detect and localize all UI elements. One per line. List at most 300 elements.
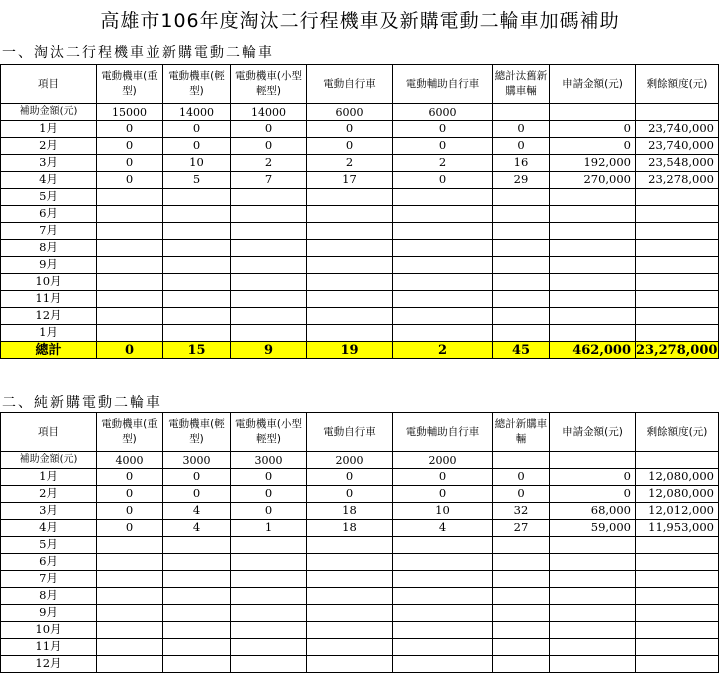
month-cell[interactable]: 10月 (1, 274, 97, 291)
data-cell[interactable] (550, 639, 636, 656)
data-cell[interactable] (393, 622, 493, 639)
data-cell[interactable] (163, 639, 231, 656)
data-cell[interactable]: 0 (231, 486, 307, 503)
month-cell[interactable]: 5月 (1, 189, 97, 206)
data-cell[interactable] (393, 274, 493, 291)
data-cell[interactable]: 59,000 (550, 520, 636, 537)
data-cell[interactable] (231, 257, 307, 274)
column-header[interactable] (493, 65, 550, 104)
column-header[interactable] (163, 413, 231, 452)
data-cell[interactable]: 23,740,000 (636, 121, 719, 138)
data-cell[interactable] (636, 656, 719, 673)
data-cell[interactable] (163, 656, 231, 673)
data-cell[interactable] (636, 325, 719, 342)
data-cell[interactable]: 0 (393, 172, 493, 189)
data-cell[interactable] (493, 274, 550, 291)
empty-cell[interactable] (550, 104, 636, 121)
subsidy-amount-cell[interactable]: 3000 (231, 452, 307, 469)
data-cell[interactable] (550, 291, 636, 308)
data-cell[interactable]: 29 (493, 172, 550, 189)
data-cell[interactable]: 2 (307, 155, 393, 172)
data-cell[interactable]: 0 (231, 503, 307, 520)
subsidy-amount-cell[interactable]: 14000 (163, 104, 231, 121)
month-cell[interactable]: 12月 (1, 308, 97, 325)
data-cell[interactable]: 0 (97, 469, 163, 486)
column-header-label: 電動自行車 (323, 77, 376, 90)
data-cell[interactable] (97, 605, 163, 622)
total-label-cell[interactable]: 總計 (1, 342, 97, 359)
data-cell[interactable] (493, 189, 550, 206)
data-cell[interactable] (493, 554, 550, 571)
total-cell[interactable]: 45 (493, 342, 550, 359)
data-cell[interactable] (493, 656, 550, 673)
column-header[interactable] (393, 65, 493, 104)
column-header[interactable] (550, 65, 636, 104)
month-cell[interactable]: 8月 (1, 240, 97, 257)
month-cell[interactable]: 4月 (1, 172, 97, 189)
subsidy-amount-cell[interactable]: 14000 (231, 104, 307, 121)
data-cell[interactable]: 0 (307, 121, 393, 138)
total-cell[interactable]: 15 (163, 342, 231, 359)
data-cell[interactable] (163, 257, 231, 274)
data-cell[interactable] (231, 588, 307, 605)
data-cell[interactable]: 0 (493, 469, 550, 486)
data-cell[interactable]: 0 (550, 138, 636, 155)
data-cell[interactable] (636, 639, 719, 656)
month-cell[interactable]: 5月 (1, 537, 97, 554)
table-row (1, 656, 719, 673)
data-cell[interactable]: 10 (163, 155, 231, 172)
column-header[interactable] (307, 65, 393, 104)
data-cell[interactable] (97, 554, 163, 571)
data-cell[interactable]: 0 (393, 486, 493, 503)
data-cell[interactable] (393, 656, 493, 673)
data-cell[interactable] (231, 554, 307, 571)
column-header-label: 剩餘額度(元) (646, 425, 708, 438)
empty-cell[interactable] (636, 452, 719, 469)
data-cell[interactable]: 0 (393, 121, 493, 138)
data-cell[interactable] (231, 537, 307, 554)
month-cell[interactable]: 9月 (1, 605, 97, 622)
data-cell[interactable] (163, 274, 231, 291)
data-cell[interactable] (307, 656, 393, 673)
column-header[interactable] (231, 65, 307, 104)
column-header[interactable] (1, 413, 97, 452)
data-cell[interactable]: 1 (231, 520, 307, 537)
column-header[interactable] (1, 65, 97, 104)
column-header[interactable] (550, 413, 636, 452)
data-cell[interactable] (636, 240, 719, 257)
data-cell[interactable] (97, 588, 163, 605)
data-cell[interactable]: 0 (163, 486, 231, 503)
empty-cell[interactable] (493, 104, 550, 121)
table-row (1, 622, 719, 639)
data-cell[interactable]: 0 (307, 486, 393, 503)
data-cell[interactable]: 0 (393, 138, 493, 155)
data-cell[interactable] (307, 588, 393, 605)
column-header[interactable] (163, 65, 231, 104)
data-cell[interactable] (636, 554, 719, 571)
header-row (1, 413, 719, 452)
data-cell[interactable] (231, 622, 307, 639)
data-cell[interactable] (163, 554, 231, 571)
data-cell[interactable] (550, 537, 636, 554)
data-cell[interactable] (163, 571, 231, 588)
data-cell[interactable] (97, 571, 163, 588)
data-cell[interactable] (97, 537, 163, 554)
data-cell[interactable] (636, 189, 719, 206)
total-cell[interactable]: 2 (393, 342, 493, 359)
month-cell[interactable]: 10月 (1, 622, 97, 639)
data-cell[interactable]: 0 (307, 469, 393, 486)
table-row (1, 138, 719, 155)
data-cell[interactable] (307, 257, 393, 274)
data-cell[interactable] (493, 240, 550, 257)
data-cell[interactable]: 2 (393, 155, 493, 172)
data-cell[interactable]: 0 (231, 469, 307, 486)
table-row (1, 308, 719, 325)
data-cell[interactable] (393, 308, 493, 325)
data-cell[interactable] (393, 605, 493, 622)
data-cell[interactable] (307, 605, 393, 622)
data-cell[interactable]: 23,740,000 (636, 138, 719, 155)
month-cell[interactable]: 6月 (1, 554, 97, 571)
data-cell[interactable]: 16 (493, 155, 550, 172)
month-cell[interactable]: 11月 (1, 639, 97, 656)
data-cell[interactable] (636, 622, 719, 639)
data-cell[interactable] (97, 240, 163, 257)
month-cell[interactable]: 2月 (1, 486, 97, 503)
data-cell[interactable]: 0 (163, 469, 231, 486)
data-cell[interactable] (550, 274, 636, 291)
subsidy-amount-cell[interactable]: 4000 (97, 452, 163, 469)
data-cell[interactable] (393, 223, 493, 240)
data-cell[interactable] (163, 537, 231, 554)
month-cell[interactable]: 9月 (1, 257, 97, 274)
data-cell[interactable] (97, 622, 163, 639)
data-cell[interactable] (636, 308, 719, 325)
total-cell[interactable]: 9 (231, 342, 307, 359)
data-cell[interactable]: 23,548,000 (636, 155, 719, 172)
data-cell[interactable] (636, 537, 719, 554)
data-cell[interactable] (393, 554, 493, 571)
data-cell[interactable]: 0 (307, 138, 393, 155)
data-cell[interactable]: 0 (493, 486, 550, 503)
month-cell[interactable]: 12月 (1, 656, 97, 673)
data-cell[interactable]: 0 (393, 469, 493, 486)
data-cell[interactable] (550, 656, 636, 673)
data-cell[interactable] (231, 605, 307, 622)
data-cell[interactable] (231, 274, 307, 291)
total-cell[interactable]: 0 (97, 342, 163, 359)
data-cell[interactable] (393, 325, 493, 342)
data-cell[interactable] (550, 240, 636, 257)
data-cell[interactable]: 192,000 (550, 155, 636, 172)
column-header-label: 電動輔助自行車 (405, 77, 480, 90)
subsidy-amount-cell[interactable]: 2000 (393, 452, 493, 469)
data-cell[interactable] (231, 325, 307, 342)
data-cell[interactable] (163, 325, 231, 342)
data-cell[interactable]: 18 (307, 503, 393, 520)
data-cell[interactable]: 4 (163, 503, 231, 520)
section1-table (0, 64, 719, 359)
column-header[interactable] (97, 413, 163, 452)
section1-heading: 一、淘汰二行程機車並新購電動二輪車 (2, 45, 274, 61)
data-cell[interactable] (97, 206, 163, 223)
data-cell[interactable] (307, 554, 393, 571)
data-cell[interactable] (307, 622, 393, 639)
data-cell[interactable]: 23,278,000 (636, 172, 719, 189)
data-cell[interactable]: 0 (550, 469, 636, 486)
column-header[interactable] (231, 413, 307, 452)
subsidy-amount-cell[interactable]: 6000 (307, 104, 393, 121)
total-cell[interactable]: 23,278,000 (636, 342, 718, 358)
data-cell[interactable] (550, 206, 636, 223)
data-cell[interactable] (307, 639, 393, 656)
column-header[interactable] (493, 413, 550, 452)
data-cell[interactable]: 12,012,000 (636, 503, 719, 520)
data-cell[interactable] (231, 206, 307, 223)
data-cell[interactable] (550, 571, 636, 588)
column-header-label: 申請金額(元) (562, 77, 623, 90)
table-row (1, 172, 719, 189)
data-cell[interactable] (307, 308, 393, 325)
month-cell[interactable]: 2月 (1, 138, 97, 155)
data-cell[interactable]: 0 (97, 172, 163, 189)
column-header-label: 電動機車(重型) (101, 418, 158, 445)
data-cell[interactable] (636, 257, 719, 274)
data-cell[interactable]: 0 (163, 121, 231, 138)
data-cell[interactable] (636, 206, 719, 223)
data-cell[interactable] (307, 291, 393, 308)
data-cell[interactable] (97, 223, 163, 240)
data-cell[interactable] (163, 308, 231, 325)
data-cell[interactable] (231, 308, 307, 325)
data-cell[interactable] (636, 605, 719, 622)
data-cell[interactable] (493, 588, 550, 605)
data-cell[interactable]: 2 (231, 155, 307, 172)
data-cell[interactable] (550, 554, 636, 571)
data-cell[interactable] (307, 325, 393, 342)
data-cell[interactable] (97, 189, 163, 206)
table-row (1, 639, 719, 656)
data-cell[interactable] (550, 622, 636, 639)
data-cell[interactable] (231, 656, 307, 673)
month-cell[interactable]: 8月 (1, 588, 97, 605)
month-cell[interactable]: 1月 (1, 121, 97, 138)
data-cell[interactable] (163, 206, 231, 223)
data-cell[interactable] (550, 257, 636, 274)
month-cell[interactable]: 6月 (1, 206, 97, 223)
data-cell[interactable] (393, 588, 493, 605)
month-cell[interactable]: 7月 (1, 223, 97, 240)
data-cell[interactable] (550, 588, 636, 605)
data-cell[interactable] (231, 240, 307, 257)
data-cell[interactable] (97, 639, 163, 656)
data-cell[interactable] (550, 223, 636, 240)
column-header-label: 電動機車(輕型) (168, 70, 225, 97)
column-header[interactable] (307, 413, 393, 452)
month-cell[interactable]: 11月 (1, 291, 97, 308)
column-header-label: 電動機車(重型) (101, 70, 158, 97)
page-title: 高雄市106年度淘汰二行程機車及新購電動二輪車加碼補助 (100, 10, 620, 32)
data-cell[interactable]: 0 (97, 520, 163, 537)
data-cell[interactable] (550, 605, 636, 622)
data-cell[interactable] (550, 189, 636, 206)
column-header[interactable] (636, 65, 719, 104)
column-header[interactable] (636, 413, 719, 452)
column-header-label: 電動輔助自行車 (405, 425, 480, 438)
data-cell[interactable]: 0 (493, 138, 550, 155)
data-cell[interactable] (393, 291, 493, 308)
column-header-label: 總計新購車輛 (494, 418, 548, 445)
data-cell[interactable] (231, 189, 307, 206)
section2-heading: 二、純新購電動二輪車 (2, 395, 162, 411)
data-cell[interactable]: 4 (393, 520, 493, 537)
month-cell[interactable]: 1月 (1, 469, 97, 486)
table-row (1, 257, 719, 274)
data-cell[interactable] (231, 571, 307, 588)
column-header-label: 電動自行車 (323, 425, 376, 438)
data-cell[interactable]: 27 (493, 520, 550, 537)
data-cell[interactable] (163, 223, 231, 240)
subsidy-amount-cell[interactable]: 3000 (163, 452, 231, 469)
data-cell[interactable] (231, 639, 307, 656)
subsidy-amount-cell[interactable]: 2000 (307, 452, 393, 469)
data-cell[interactable] (163, 291, 231, 308)
table-row (1, 189, 719, 206)
column-header-label: 項目 (38, 77, 59, 90)
data-cell[interactable] (307, 537, 393, 554)
data-cell[interactable] (493, 223, 550, 240)
data-cell[interactable] (97, 274, 163, 291)
total-cell[interactable]: 19 (307, 342, 393, 359)
data-cell[interactable] (493, 257, 550, 274)
data-cell[interactable]: 0 (97, 486, 163, 503)
data-cell[interactable] (393, 206, 493, 223)
subsidy-row (1, 104, 719, 121)
data-cell[interactable] (97, 257, 163, 274)
data-cell[interactable] (163, 622, 231, 639)
table-row (1, 325, 719, 342)
data-cell[interactable] (231, 291, 307, 308)
empty-cell[interactable] (550, 452, 636, 469)
data-cell[interactable] (493, 537, 550, 554)
data-cell[interactable] (493, 206, 550, 223)
column-header[interactable] (393, 413, 493, 452)
data-cell[interactable] (97, 291, 163, 308)
data-cell[interactable] (393, 639, 493, 656)
data-cell[interactable]: 0 (493, 121, 550, 138)
data-cell[interactable] (393, 571, 493, 588)
data-cell[interactable]: 12,080,000 (636, 486, 719, 503)
data-cell[interactable]: 0 (97, 121, 163, 138)
total-cell[interactable]: 462,000 (550, 342, 636, 359)
data-cell[interactable]: 270,000 (550, 172, 636, 189)
data-cell[interactable] (163, 605, 231, 622)
data-cell[interactable] (163, 240, 231, 257)
month-cell[interactable]: 3月 (1, 503, 97, 520)
month-cell[interactable]: 4月 (1, 520, 97, 537)
data-cell[interactable]: 7 (231, 172, 307, 189)
table-row (1, 274, 719, 291)
data-cell[interactable] (493, 622, 550, 639)
subsidy-label-cell[interactable]: 補助金額(元) (1, 452, 97, 469)
data-cell[interactable]: 0 (97, 138, 163, 155)
data-cell[interactable] (307, 189, 393, 206)
subsidy-amount-cell[interactable]: 6000 (393, 104, 493, 121)
empty-cell[interactable] (493, 452, 550, 469)
data-cell[interactable] (636, 588, 719, 605)
table-row (1, 291, 719, 308)
data-cell[interactable]: 0 (163, 138, 231, 155)
data-cell[interactable]: 11,953,000 (636, 520, 719, 537)
data-cell[interactable]: 0 (550, 121, 636, 138)
subsidy-amount-cell[interactable]: 15000 (97, 104, 163, 121)
data-cell[interactable]: 68,000 (550, 503, 636, 520)
data-cell[interactable]: 0 (97, 503, 163, 520)
data-cell[interactable]: 4 (163, 520, 231, 537)
data-cell[interactable]: 5 (163, 172, 231, 189)
data-cell[interactable] (636, 571, 719, 588)
data-cell[interactable] (97, 325, 163, 342)
data-cell[interactable] (393, 537, 493, 554)
data-cell[interactable]: 17 (307, 172, 393, 189)
data-cell[interactable] (231, 223, 307, 240)
data-cell[interactable]: 18 (307, 520, 393, 537)
empty-cell[interactable] (636, 104, 719, 121)
data-cell[interactable] (393, 257, 493, 274)
data-cell[interactable]: 32 (493, 503, 550, 520)
subsidy-label-cell[interactable]: 補助金額(元) (1, 104, 97, 121)
data-cell[interactable]: 0 (231, 121, 307, 138)
month-cell[interactable]: 1月 (1, 325, 97, 342)
data-cell[interactable] (307, 274, 393, 291)
data-cell[interactable] (393, 240, 493, 257)
data-cell[interactable]: 0 (97, 155, 163, 172)
data-cell[interactable] (493, 639, 550, 656)
data-cell[interactable] (493, 291, 550, 308)
data-cell[interactable] (636, 223, 719, 240)
data-cell[interactable] (636, 291, 719, 308)
data-cell[interactable]: 0 (231, 138, 307, 155)
data-cell[interactable] (636, 274, 719, 291)
data-cell[interactable] (307, 223, 393, 240)
data-cell[interactable] (307, 206, 393, 223)
column-header-label: 申請金額(元) (562, 425, 623, 438)
data-cell[interactable]: 12,080,000 (636, 469, 719, 486)
data-cell[interactable] (493, 308, 550, 325)
data-cell[interactable] (307, 571, 393, 588)
month-cell[interactable]: 3月 (1, 155, 97, 172)
data-cell[interactable] (393, 189, 493, 206)
table-row (1, 605, 719, 622)
data-cell[interactable] (163, 588, 231, 605)
data-cell[interactable] (307, 240, 393, 257)
data-cell[interactable] (493, 605, 550, 622)
column-header[interactable] (97, 65, 163, 104)
data-cell[interactable] (493, 571, 550, 588)
data-cell[interactable] (163, 189, 231, 206)
data-cell[interactable]: 0 (550, 486, 636, 503)
data-cell[interactable] (97, 656, 163, 673)
data-cell[interactable] (550, 325, 636, 342)
data-cell[interactable]: 10 (393, 503, 493, 520)
month-cell[interactable]: 7月 (1, 571, 97, 588)
data-cell[interactable] (97, 308, 163, 325)
data-cell[interactable] (493, 325, 550, 342)
data-cell[interactable] (550, 308, 636, 325)
